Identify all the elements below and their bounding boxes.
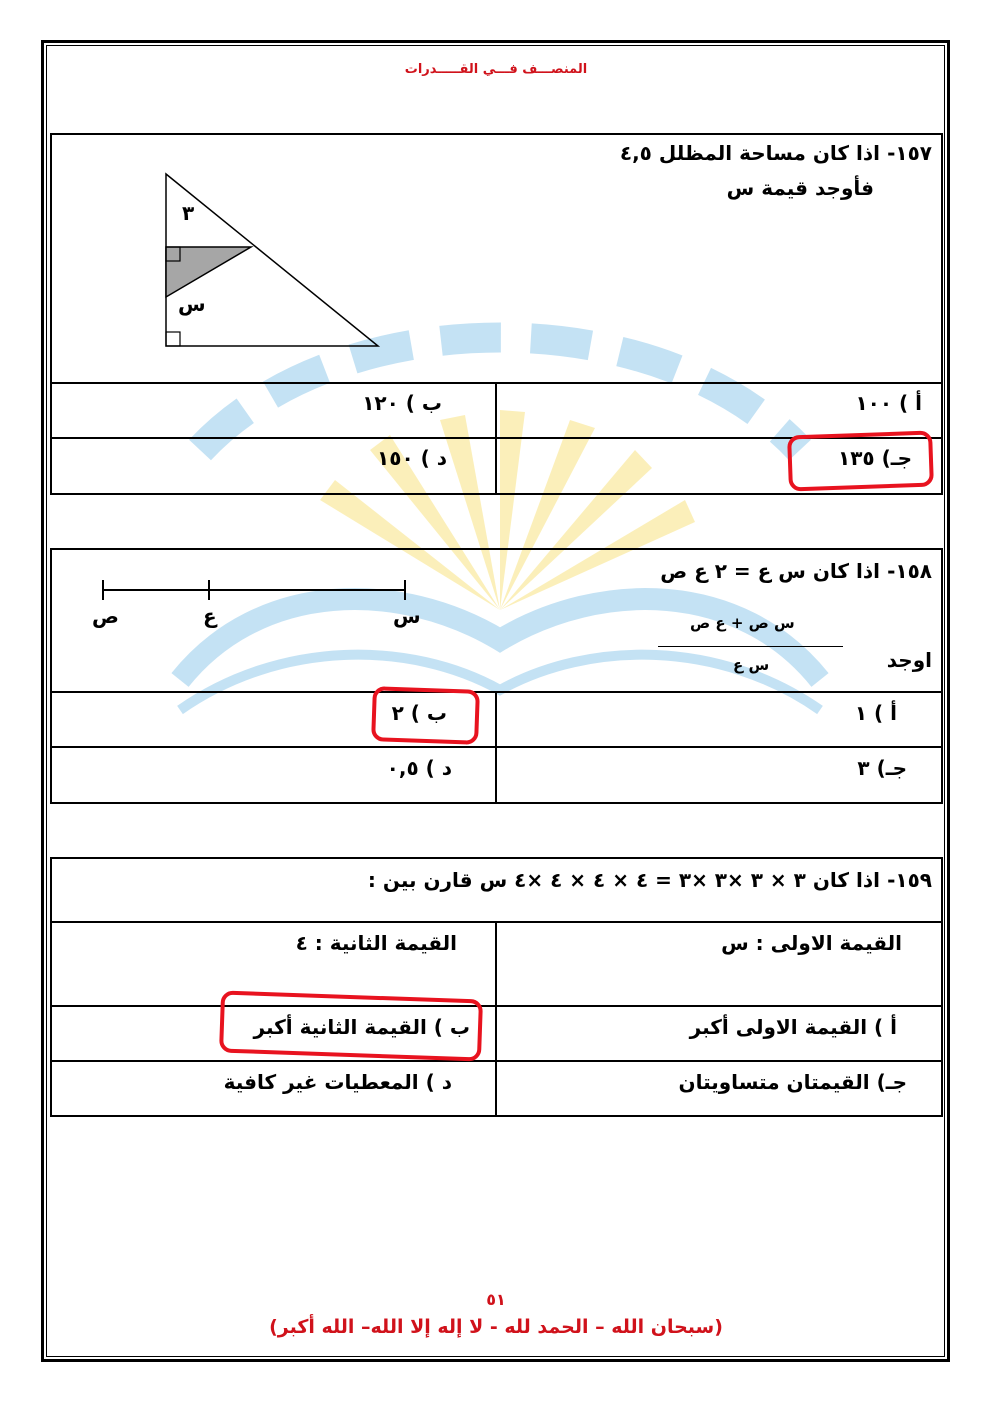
- q159-number: ١٥٩-: [887, 868, 932, 892]
- q158-option-c[interactable]: جـ) ٣: [857, 756, 907, 780]
- q157-triangle-figure: [160, 168, 390, 353]
- q158-answer-circle: [371, 686, 480, 745]
- q158-option-b[interactable]: ب ) ٢: [391, 701, 447, 725]
- q159-answer-circle: [219, 990, 483, 1061]
- q158-question-line1: اذا كان س ع = ٢ ع ص: [660, 559, 880, 583]
- page-number: ٥١: [486, 1290, 506, 1309]
- q158-option-a[interactable]: أ ) ١: [854, 701, 897, 725]
- q159-question-line1: اذا كان ٣ × ٣ ×٣ ×٣ = ٤ × ٤ × ٤ ×٤ س قارن بين :: [367, 868, 880, 892]
- q159-option-d[interactable]: د ) المعطيات غير كافية: [223, 1070, 452, 1094]
- q159-col-divider: [495, 921, 497, 1117]
- q157-fig-label-3: ٣: [182, 201, 195, 225]
- q158-fraction-bar: [658, 646, 843, 647]
- q158-number: ١٥٨-: [887, 559, 932, 583]
- q158-point-s: س: [393, 604, 421, 628]
- q157-question-line1: اذا كان مساحة المظلل ٤,٥: [619, 141, 880, 165]
- q157-question-line2: فأوجد قيمة س: [726, 176, 874, 200]
- q159-option-c[interactable]: جـ) القيمتان متساويتان: [678, 1070, 907, 1094]
- q158-col-divider: [495, 691, 497, 804]
- q157-option-a[interactable]: أ ) ١٠٠: [855, 391, 922, 415]
- right-angle-mark-bottom: [166, 332, 180, 346]
- q157-option-c[interactable]: جـ) ١٣٥: [838, 446, 912, 470]
- q157-option-b[interactable]: ب ) ١٢٠: [362, 391, 442, 415]
- q159-value-2: القيمة الثانية : ٤: [295, 931, 457, 955]
- footer-dhikr: (سبحان الله – الحمد لله - لا إله إلا الله– الله أكبر): [269, 1316, 723, 1338]
- q158-fraction-denominator: س ع: [733, 656, 770, 674]
- q158-find-label: اوجد: [886, 648, 932, 672]
- q157-number: ١٥٧-: [887, 141, 932, 165]
- shaded-region: [166, 247, 251, 297]
- q158-point-p: ص: [92, 604, 119, 628]
- q158-point-a: ع: [203, 604, 217, 628]
- q157-answer-circle: [787, 430, 934, 491]
- q158-number-line: [95, 578, 415, 608]
- q159-value-1: القيمة الاولى : س: [721, 931, 902, 955]
- page-header: المنصـــف فـــي القـــــدرات: [404, 62, 588, 77]
- q157-col-divider: [495, 382, 497, 495]
- q159-option-b[interactable]: ب ) القيمة الثانية أكبر: [253, 1015, 470, 1039]
- q159-option-a[interactable]: أ ) القيمة الاولى أكبر: [689, 1015, 897, 1039]
- q157-option-d[interactable]: د ) ١٥٠: [377, 446, 447, 470]
- q158-fraction-numerator: س ص + ع ص: [690, 614, 795, 632]
- q158-option-d[interactable]: د ) ٠,٥: [386, 756, 452, 780]
- q157-fig-label-x: س: [178, 292, 206, 316]
